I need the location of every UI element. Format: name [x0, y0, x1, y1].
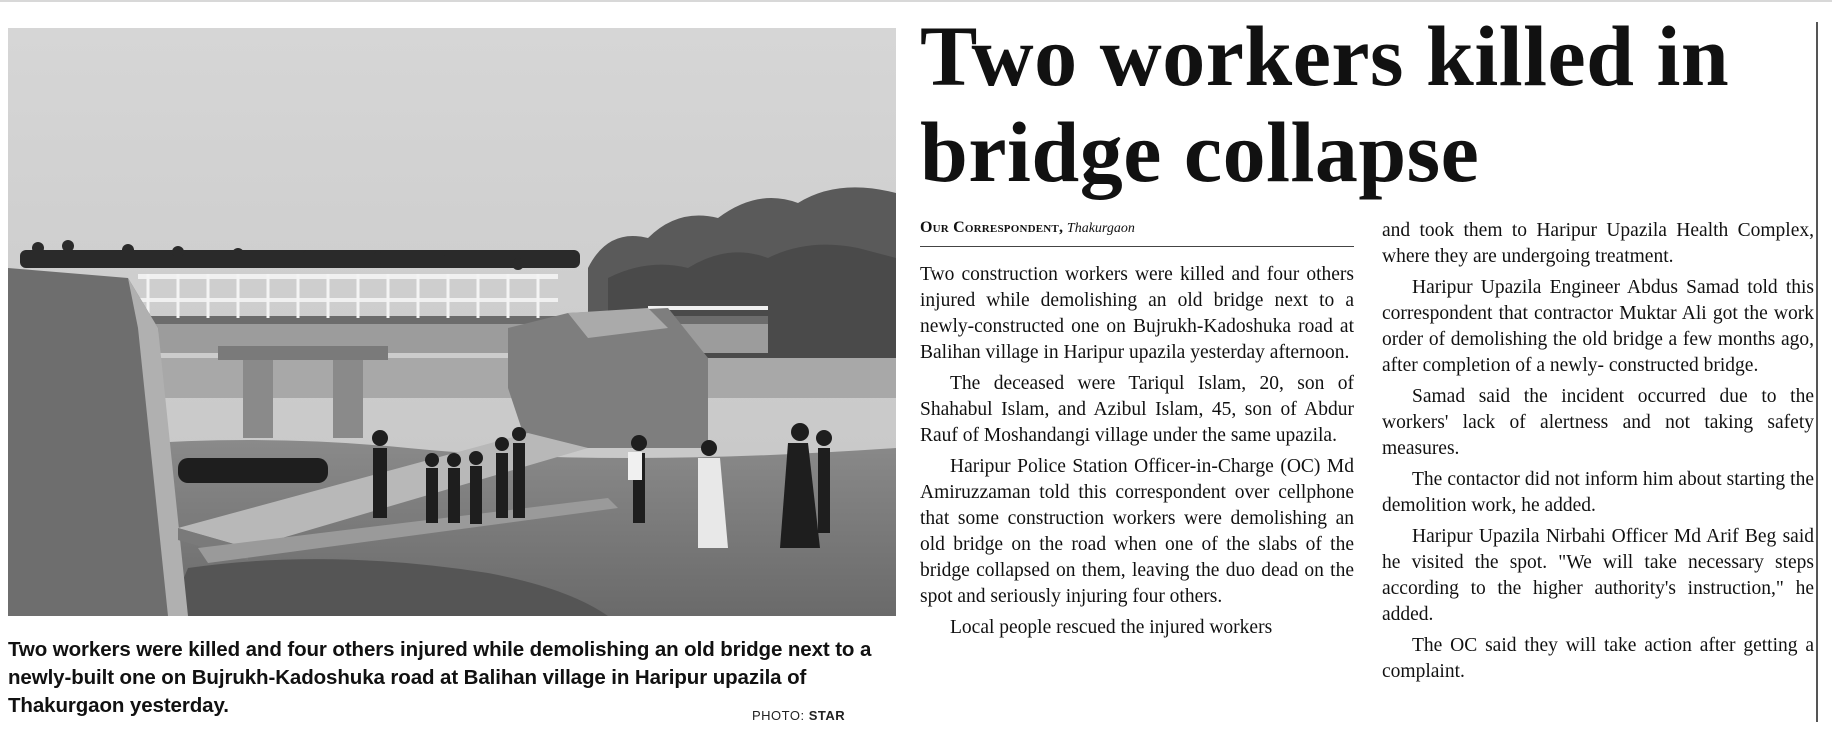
- photo-caption: Two workers were killed and four others injured while demolishing an old bridge next to a newly-built one on Bujrukh-Kadoshuka road at Balihan village in Haripur upazila of Thakurgaon yesterday.: [8, 638, 872, 717]
- paragraph: The contactor did not inform him about starting the demolition work, he added.: [1382, 469, 1814, 516]
- photo-credit-source: STAR: [808, 708, 846, 723]
- paragraph: Samad said the incident occurred due to the workers' lack of alertness and not taking safety measures.: [1382, 386, 1814, 459]
- news-photo: [8, 28, 896, 616]
- byline-name: Our Correspondent,: [920, 219, 1064, 236]
- photo-credit: [752, 708, 845, 723]
- paragraph: Local people rescued the injured workers: [950, 617, 1273, 638]
- photo-credit-prefix: PHOTO:: [752, 708, 805, 723]
- bridge-collapse-photo: [8, 28, 896, 616]
- paragraph: The deceased were Tariqul Islam, 20, son of Shahabul Islam, and Azibul Islam, 45, son of Abdur Rauf of Moshandangi village under the same upazila.: [920, 373, 1354, 446]
- top-rule: [0, 0, 1832, 2]
- paragraph: Haripur Upazila Nirbahi Officer Md Arif Beg said he visited the spot. "We will take necessary steps according to the higher authority's instruction," he added.: [1382, 526, 1814, 625]
- byline: [920, 219, 1350, 237]
- article-column-2: [1382, 218, 1814, 730]
- byline-location: Thakurgaon: [1066, 221, 1135, 236]
- paragraph: The OC said they will take action after getting a complaint.: [1382, 635, 1814, 682]
- paragraph: Two construction workers were killed and four others injured while demolishing an old bridge next to a newly-constructed one on Bujrukh-Kadoshuka road at Balihan village in Haripur upazila yesterday afternoon.: [920, 264, 1354, 363]
- paragraph: Haripur Police Station Officer-in-Charge (OC) Md Amiruzzaman told this correspondent over cellphone that some construction workers were demolishing an old bridge on the road when one of the slabs of the bridge collapsed on them, leaving the duo dead on the spot and seriously injuring four others.: [920, 456, 1354, 607]
- byline-rule: [920, 246, 1354, 247]
- paragraph: Haripur Upazila Engineer Abdus Samad told this correspondent that contractor Muktar Ali got the work order of demolishing the old bridge a few months ago, after completion of a newly- constructed bridge.: [1382, 277, 1814, 376]
- column-rule: [1816, 22, 1818, 722]
- headline: Two workers killed in bridge collapse: [920, 8, 1730, 200]
- article-column-1: [920, 262, 1354, 730]
- paragraph: and took them to Haripur Upazila Health Complex, where they are undergoing treatment.: [1382, 220, 1814, 267]
